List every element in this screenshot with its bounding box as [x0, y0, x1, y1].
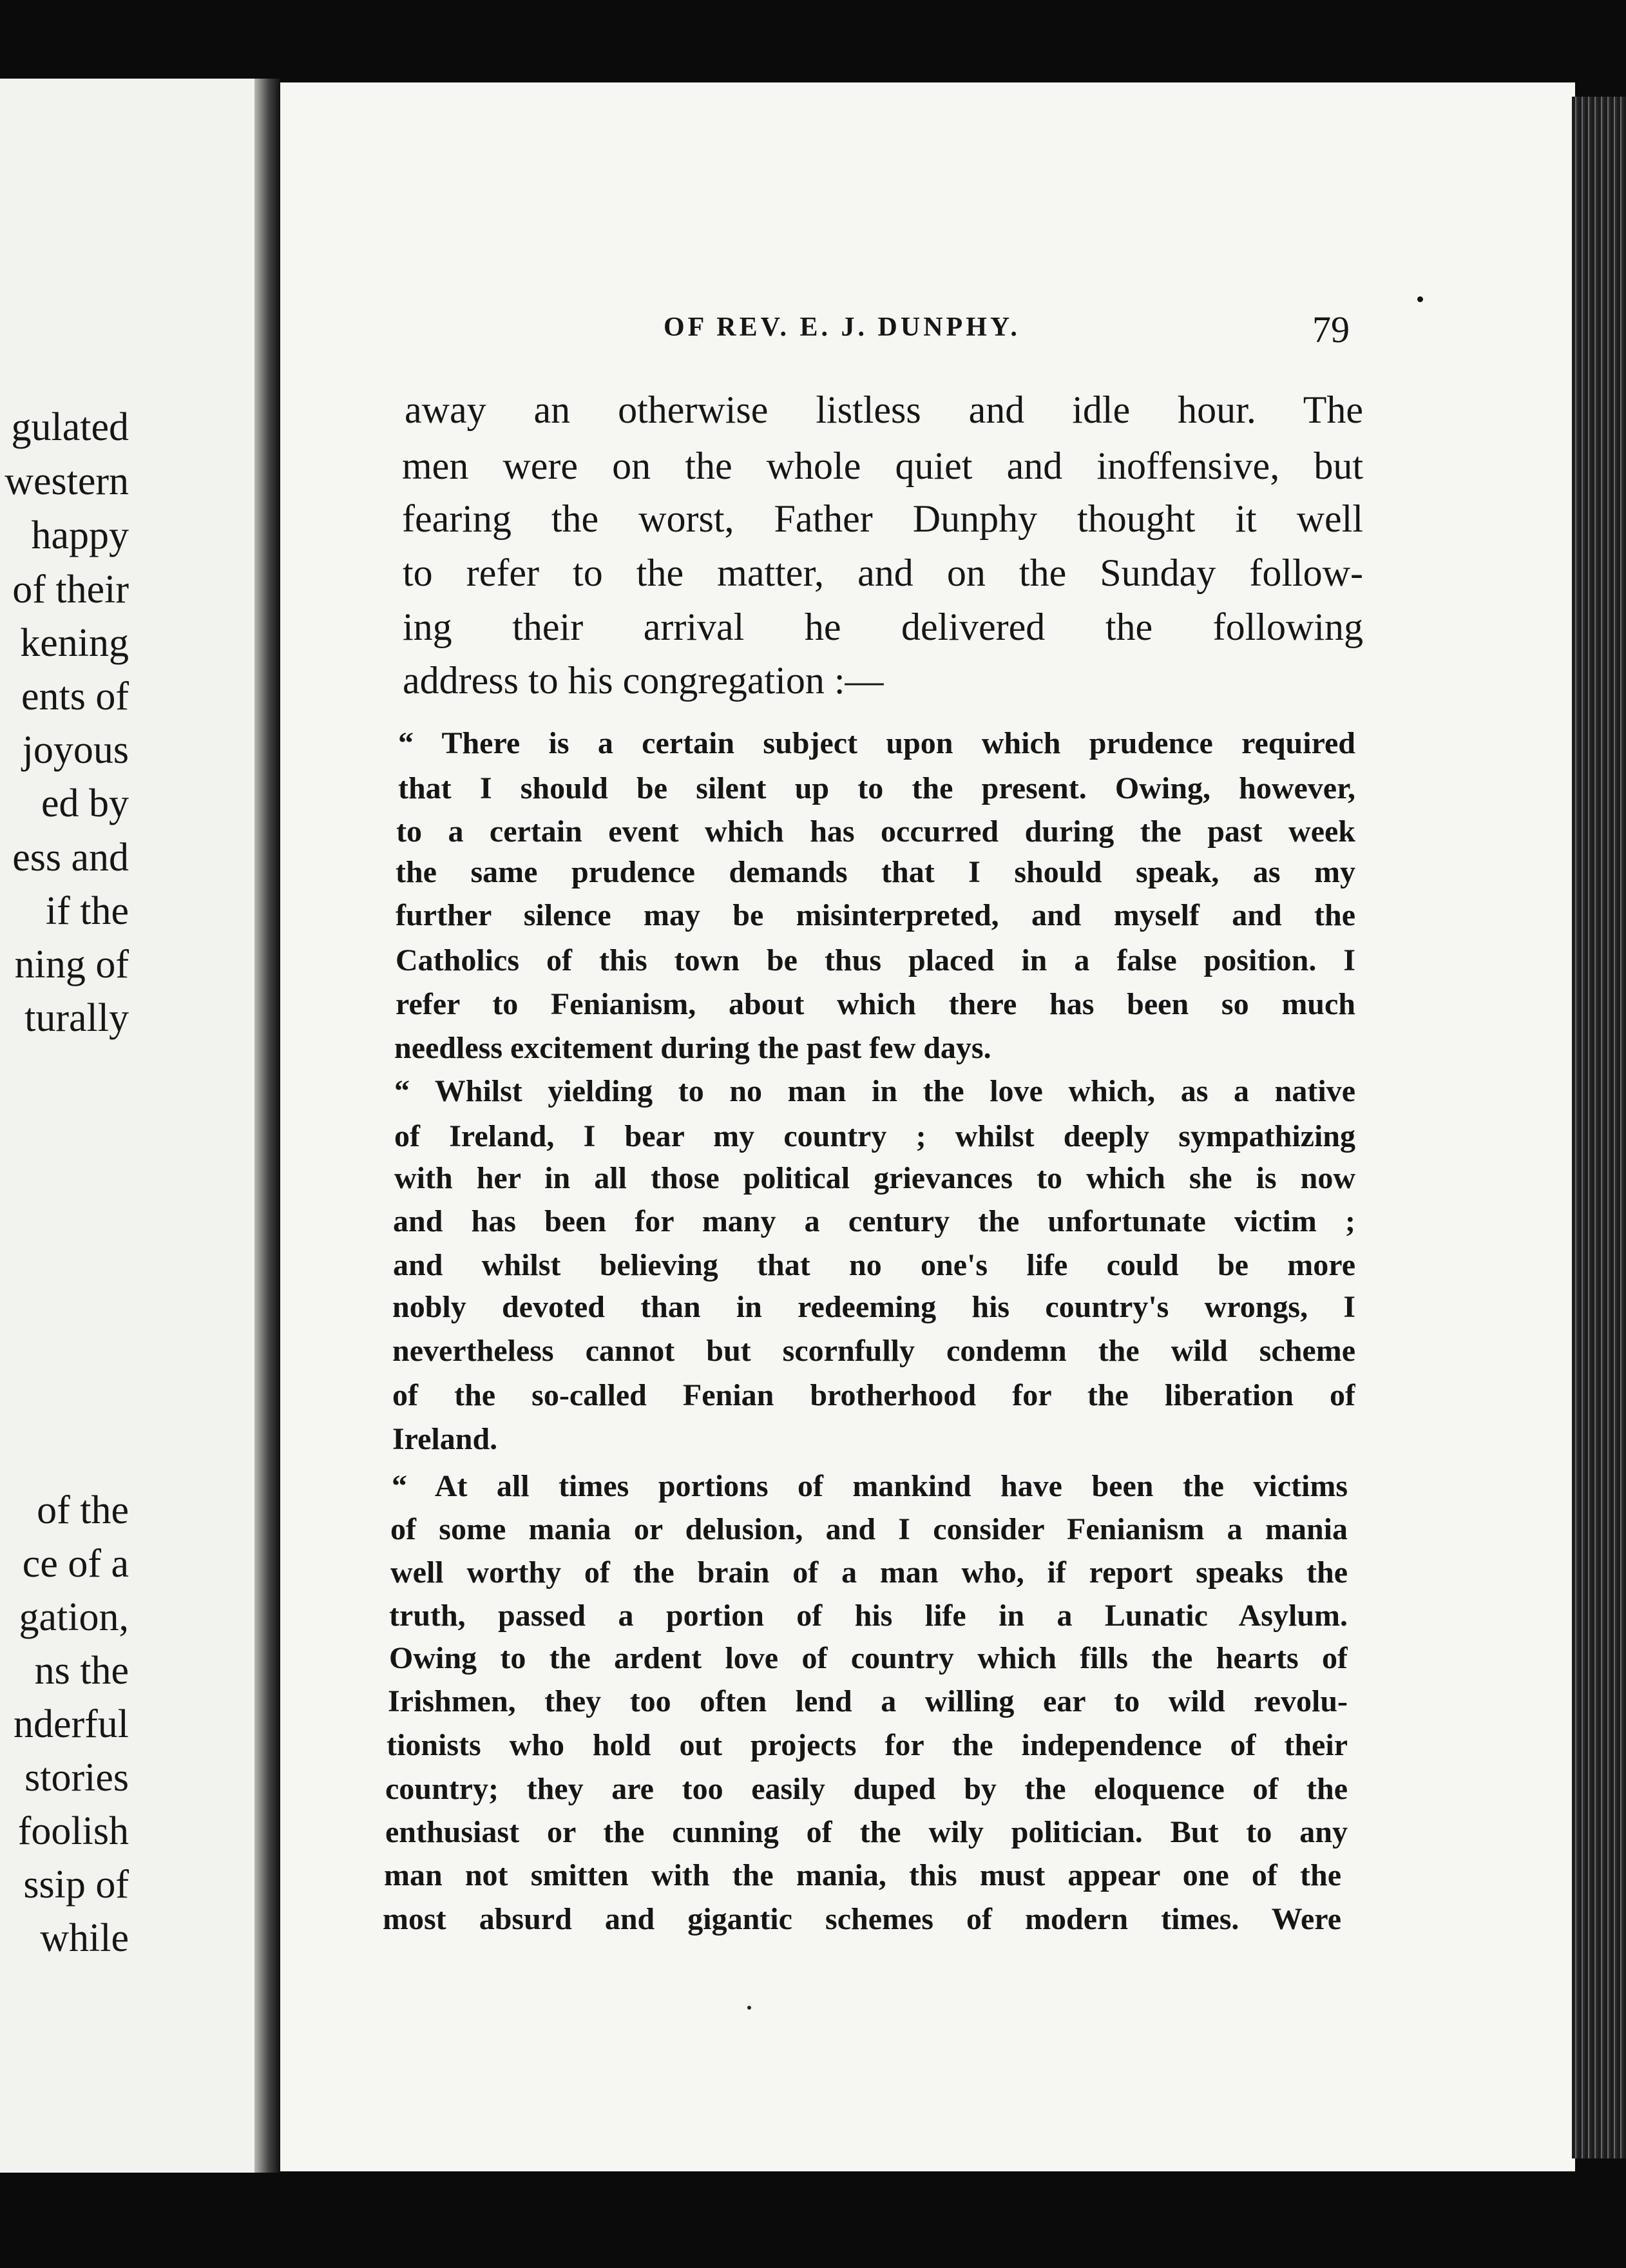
text-line: further silence may be misinterpreted, and myself and the [396, 898, 1355, 932]
text-line: truth, passed a portion of his life in a Lunatic Asylum. [389, 1599, 1348, 1633]
text-line: to a certain event which has occurred during the past week [396, 814, 1355, 849]
running-head: OF REV. E. J. DUNPHY. [664, 312, 1020, 342]
page-number: 79 [1312, 309, 1350, 351]
text-line: of Ireland, I bear my country ; whilst deeply sympathizing [394, 1119, 1355, 1153]
previous-page-line: joyous [22, 728, 129, 772]
previous-page-line: of their [12, 568, 129, 611]
previous-page-line: if the [45, 889, 129, 933]
text-line: “ At all times portions of mankind have been the victims [392, 1469, 1348, 1503]
previous-page-line: turally [24, 996, 129, 1040]
text-line: address to his congregation :— [403, 659, 884, 702]
previous-page-line: gation, [19, 1595, 129, 1639]
previous-page-line: ce of a [22, 1542, 129, 1586]
text-line: Catholics of this town be thus placed in a false position. I [396, 943, 1355, 977]
text-line: away an otherwise listless and idle hour. The [405, 389, 1363, 431]
previous-page-line: foolish [17, 1809, 129, 1853]
text-line: tionists who hold out projects for the independence of their [387, 1728, 1348, 1762]
text-line: that I should be silent up to the present. Owing, however, [398, 771, 1355, 805]
text-line: and has been for many a century the unfortunate victim ; [393, 1204, 1355, 1238]
text-line: the same prudence demands that I should speak, as my [396, 855, 1355, 889]
previous-page-line: gulated [11, 405, 129, 449]
text-line: fearing the worst, Father Dunphy thought it well [402, 497, 1363, 540]
text-line: country; they are too easily duped by the eloquence of the [385, 1772, 1348, 1806]
previous-page-line: ents of [21, 675, 129, 718]
text-line: of some mania or delusion, and I consider Fenianism a mania [390, 1512, 1348, 1546]
text-line: refer to Fenianism, about which there has been so much [396, 987, 1355, 1021]
print-speck [1417, 296, 1423, 302]
text-line: ing their arrival he delivered the following [403, 606, 1363, 648]
book-gutter [254, 79, 280, 2173]
text-line: man not smitten with the mania, this must appear one of the [384, 1858, 1341, 1892]
text-line: and whilst believing that no one's life could be more [393, 1248, 1355, 1282]
page-header [664, 308, 1366, 360]
previous-page-line: happy [31, 514, 129, 557]
previous-page-line: ning of [14, 943, 129, 986]
text-line: men were on the whole quiet and inoffensive, but [402, 445, 1363, 487]
text-line: “ There is a certain subject upon which prudence required [398, 726, 1355, 760]
previous-page-line: of the [37, 1488, 129, 1532]
previous-page-line: kening [20, 621, 129, 665]
text-line: nobly devoted than in redeeming his country's wrongs, I [392, 1290, 1355, 1324]
previous-page-line: stories [24, 1756, 129, 1800]
print-speck [747, 2006, 751, 2010]
previous-page [0, 79, 265, 2173]
text-line: most absurd and gigantic schemes of modern times. Were [383, 1902, 1341, 1936]
previous-page-line: ssip of [23, 1863, 129, 1907]
page-edge [1572, 97, 1626, 2158]
text-line: to refer to the matter, and on the Sunday follow- [403, 552, 1363, 594]
previous-page-line: ed by [41, 782, 129, 825]
text-line: Owing to the ardent love of country which fills the hearts of [389, 1641, 1348, 1675]
text-line: nevertheless cannot but scornfully condemn the wild scheme [392, 1334, 1355, 1368]
text-line: “ Whilst yielding to no man in the love which, as a native [394, 1074, 1355, 1108]
text-line: needless excitement during the past few days. [394, 1031, 991, 1065]
previous-page-line: western [5, 459, 129, 503]
text-line: well worthy of the brain of a man who, if report speaks the [390, 1555, 1348, 1590]
text-line: enthusiast or the cunning of the wily politician. But to any [385, 1815, 1348, 1849]
previous-page-line: nderful [13, 1702, 129, 1746]
previous-page-line: while [40, 1916, 129, 1960]
text-line: Irishmen, they too often lend a willing ear to wild revolu- [388, 1684, 1348, 1718]
previous-page-line: ess and [12, 836, 129, 879]
text-line: with her in all those political grievances to which she is now [394, 1161, 1355, 1195]
text-line: of the so-called Fenian brotherhood for the liberation of [392, 1378, 1355, 1412]
text-line: Ireland. [392, 1422, 498, 1456]
previous-page-line: ns the [34, 1649, 129, 1693]
